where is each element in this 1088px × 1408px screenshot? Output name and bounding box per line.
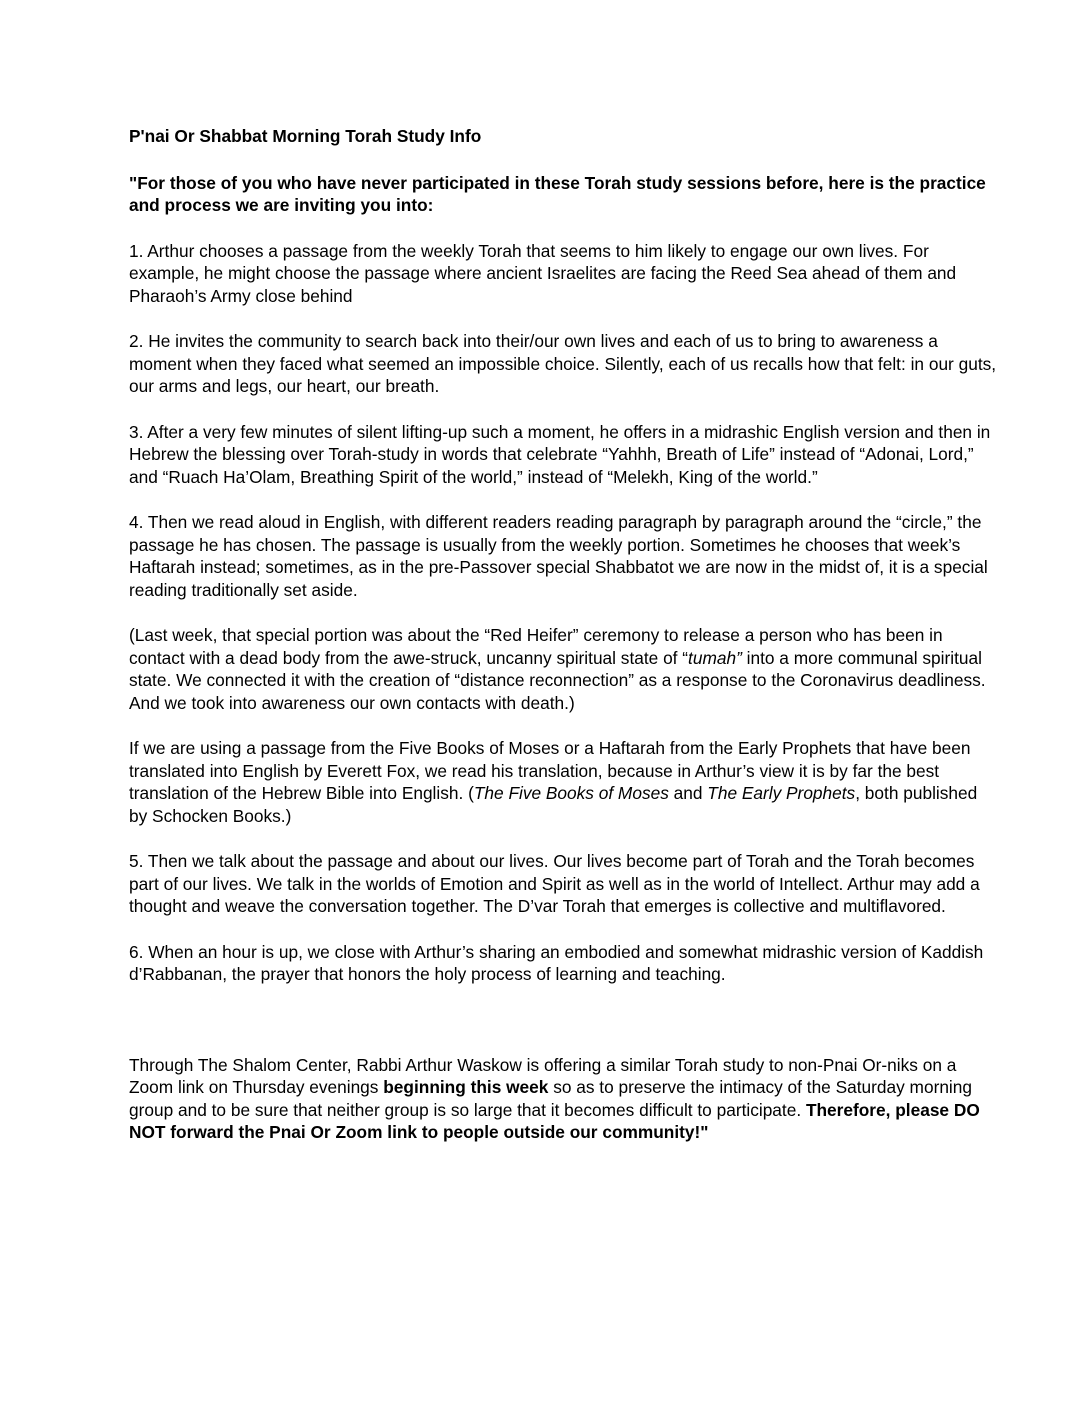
italic-text-run: The Five Books of Moses <box>473 783 669 803</box>
text-run: Through The Shalom Center, Rabbi Arthur Waskow is offering a similar Torah study to non-Pnai Or-niks on a Zoom link on Thursday evenings <box>129 1054 957 1097</box>
paragraph-step-3: 3. After a very few minutes of silent lifting-up such a moment, he offers in a midrashic English version and then in Hebrew the blessing over Torah-study in words that celebrate “Yahhh, Breath of Life” instead of “Adonai, Lord,” and “Ruach Ha’Olam, Breathing Spirit of the world,” instead of “Melekh, King of the world.” <box>129 421 991 487</box>
paragraph-step-2: 2. He invites the community to search back into their/our own lives and each of us to bring to awareness a moment when they faced what seemed an impossible choice. Silently, each of us recalls how that felt: in our guts, our arms and legs, our heart, our breath. <box>129 331 997 396</box>
bold-text-run: beginning this week <box>383 1077 549 1097</box>
paragraph-step-5: 5. Then we talk about the passage and about our lives. Our lives become part of Torah and the Torah becomes part of our lives. We talk in the worlds of Emotion and Spirit as well as in the world of Intellect. Arthur may add a thought and weave the conversation together. The D’var Torah that emerges is collective and multiflavored. <box>129 851 980 916</box>
italic-text-run: tumah” <box>688 647 742 668</box>
paragraph-step-1: 1. Arthur chooses a passage from the weekly Torah that seems to him likely to engage our own lives. For example, he might choose the passage where ancient Israelites are facing the Reed Sea ahead of them and Pharaoh’s Army close behind <box>129 240 957 306</box>
italic-text-run: The Early Prophets <box>707 783 856 803</box>
text-run: and <box>668 783 708 803</box>
paragraph-step-4: 4. Then we read aloud in English, with different readers reading paragraph by paragraph around the “circle,” the passage he has chosen. The passage is usually from the weekly portion. Sometimes he chooses that week’s Haftarah instead; sometimes, as in the pre-Passover special Shabbatot we are now in the midst of, it is a special reading traditionally set aside. <box>129 512 988 600</box>
intro-paragraph: "For those of you who have never participated in these Torah study sessions before, here is the practice and process we are inviting you into: <box>129 172 986 215</box>
paragraph-step-6: 6. When an hour is up, we close with Arthur’s sharing an embodied and somewhat midrashic version of Kaddish d’Rabbanan, the prayer that honors the holy process of learning and teaching. <box>129 941 984 984</box>
text-run: so as to preserve the intimacy of the Saturday morning group and to be sure that neither group is so large that it becomes difficult to participate. <box>129 1077 972 1120</box>
text-run: , both published by Schocken Books.) <box>129 783 978 826</box>
document-title: P'nai Or Shabbat Morning Torah Study Info <box>129 126 482 146</box>
bold-text-run: Therefore, please DO NOT forward the Pnai Or Zoom link to people outside our community!" <box>129 1099 980 1142</box>
text-run: (Last week, that special portion was about the “Red Heifer” ceremony to release a person who has been in contact with a dead body from the awe-struck, uncanny spiritual state of “ <box>129 625 943 668</box>
text-run: into a more communal spiritual state. We connected it with the creation of “distance reconnection” as a response to the Coronavirus deadliness. And we took into awareness our own contacts with death.) <box>129 647 986 713</box>
text-run: If we are using a passage from the Five Books of Moses or a Haftarah from the Early Prophets that have been translated into English by Everett Fox, we read his translation, because in Arthur’s view it is by far the best translation of the Hebrew Bible into English. ( <box>129 738 971 803</box>
paragraph-shalom-center <box>129 1054 998 1144</box>
paragraph-red-heifer-note <box>129 624 998 714</box>
paragraph-translation-note <box>129 737 998 827</box>
